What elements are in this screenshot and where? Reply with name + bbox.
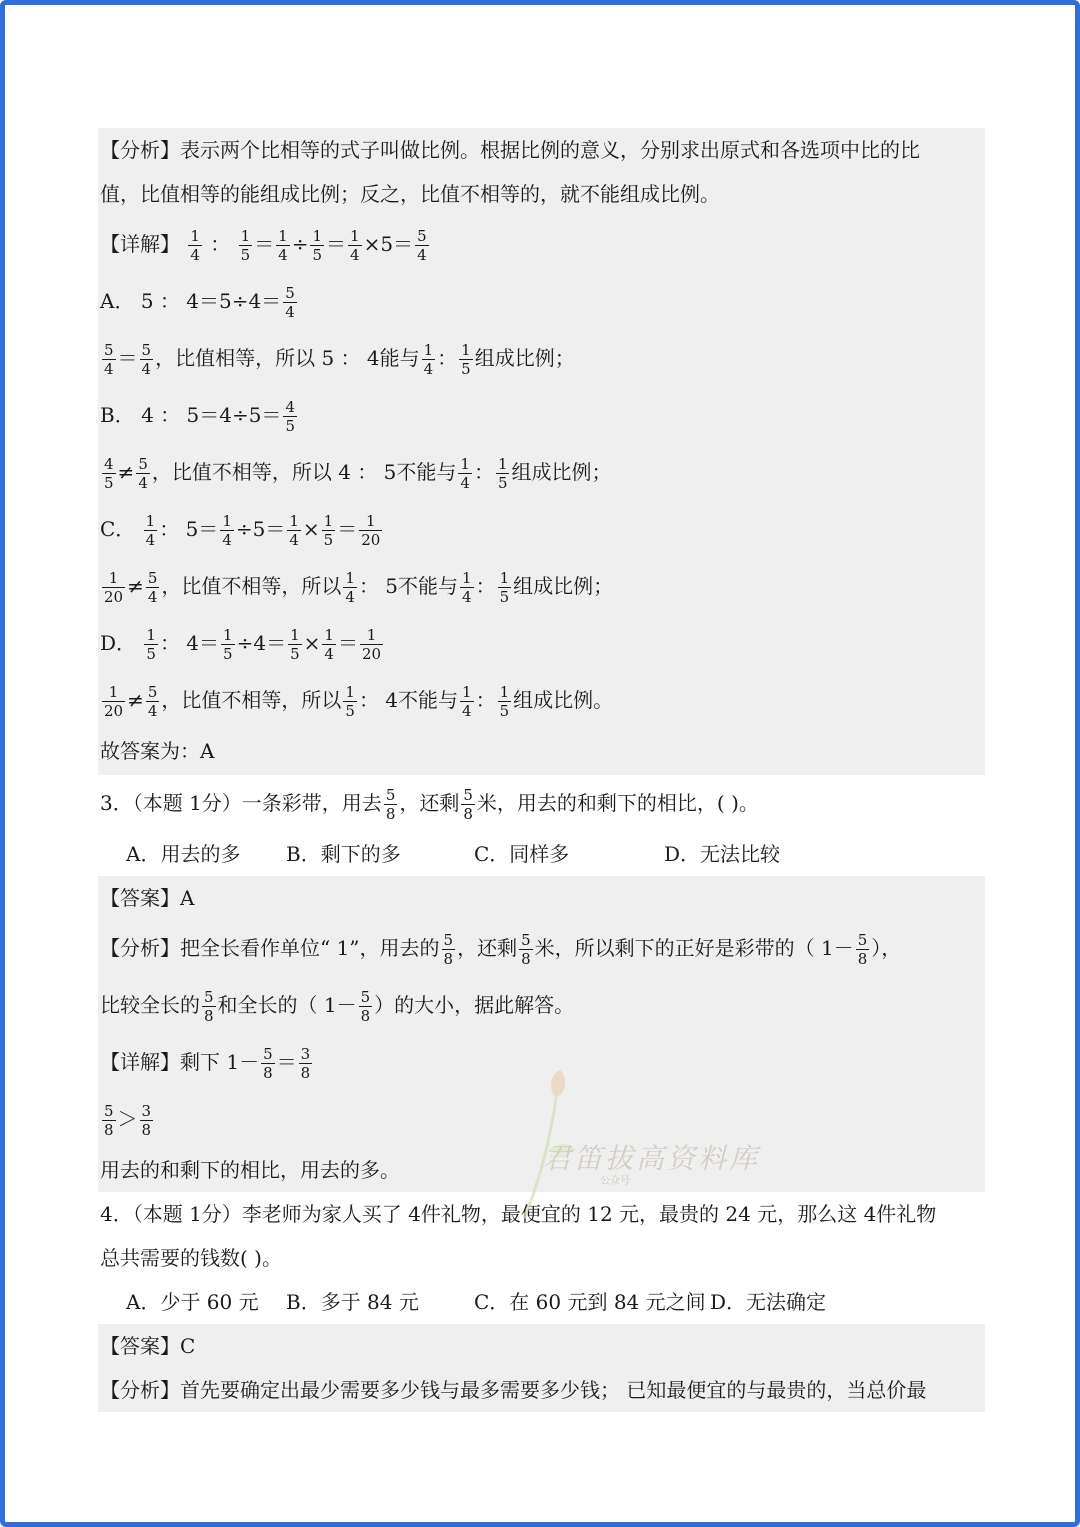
answer-line: 【答案】A [100, 886, 195, 910]
option-c-line: C． $\frac{1}{4}$ ： 5＝ $\frac{1}{4}$ ÷5＝ $\frac{1}{4}$ × $\frac{1}{5}$ ＝ $\frac{1}{20}$ [100, 512, 381, 549]
watermark-text: 君笛拔高资料库 [543, 1142, 761, 1175]
fraction: $\frac{1}{5}$ [499, 683, 510, 720]
fraction: $\frac{1}{20}$ [361, 512, 381, 549]
analysis-line: 【分析】首先要确定出最少需要多少钱与最多需要多少钱； 已知最便宜的与最贵的，当总价最 [100, 1378, 927, 1402]
question-3-stem: 3．（本题 1分）一条彩带，用去 $\frac{5}{8}$ ，还剩 $\frac{5}{8}$ 米，用去的和剩下的相比，( )。 [100, 786, 759, 823]
fraction: $\frac{1}{5}$ [461, 341, 471, 378]
fraction: $\frac{5}{4}$ [138, 455, 148, 492]
fraction: $\frac{1}{5}$ [345, 683, 355, 720]
fraction: $\frac{5}{8}$ [443, 931, 454, 968]
conclusion-line: 用去的和剩下的相比，用去的多。 [100, 1158, 400, 1182]
fraction: $\frac{1}{4}$ [350, 227, 360, 264]
fraction: $\frac{5}{8}$ [263, 1045, 273, 1082]
fraction: $\frac{1}{5}$ [312, 227, 323, 264]
answer-line: 【答案】C [100, 1334, 196, 1358]
analysis-line: 【分析】表示两个比相等的式子叫做比例。根据比例的意义，分别求出原式和各选项中比的比 [100, 138, 920, 162]
fraction: $\frac{3}{8}$ [300, 1045, 311, 1082]
solution-block-q2 [98, 128, 985, 775]
watermark-subtext: 公众号 [600, 1176, 630, 1187]
fraction: $\frac{1}{5}$ [290, 626, 300, 663]
option-d[interactable]: D．无法比较 [664, 842, 781, 866]
analysis-line: 【分析】把全长看作单位“ 1”，用去的 $\frac{5}{8}$ ，还剩 $\frac{5}{8}$ 米，所以剩下的正好是彩带的（ 1－ $\frac{5}{8}$ ）， [100, 931, 902, 968]
fraction: $\frac{1}{4}$ [145, 512, 156, 549]
option-c[interactable]: C．同样多 [474, 842, 570, 866]
fraction: $\frac{5}{4}$ [417, 227, 427, 264]
option-b-line: B． 4 ： 5＝4÷5＝ $\frac{4}{5}$ [100, 398, 295, 435]
detail-line: 【详解】 $\frac{1}{4}$ ： $\frac{1}{5}$ ＝ $\frac{1}{4}$ ÷ $\frac{1}{5}$ ＝ $\frac{1}{4}$ ×5＝ $\frac{5}{4}$ [100, 227, 427, 264]
fraction: $\frac{5}{8}$ [385, 786, 396, 823]
question-3-options [98, 832, 985, 876]
fraction: $\frac{1}{4}$ [423, 341, 434, 378]
option-b[interactable]: B．剩下的多 [286, 842, 401, 866]
option-c[interactable]: C．在 60 元到 84 元之间 [474, 1290, 706, 1314]
option-a[interactable]: A．少于 60 元 [126, 1290, 259, 1314]
fraction: $\frac{5}{8}$ [857, 931, 868, 968]
fraction: $\frac{5}{4}$ [285, 284, 295, 321]
fraction: $\frac{1}{4}$ [460, 455, 470, 492]
fraction: $\frac{4}{5}$ [104, 455, 114, 492]
fraction: $\frac{1}{4}$ [278, 227, 288, 264]
analysis-line: 比较全长的 $\frac{5}{8}$ 和全长的（ 1－ $\frac{5}{8}$ ）的大小，据此解答。 [100, 988, 575, 1025]
fraction: $\frac{1}{5}$ [240, 227, 251, 264]
fraction: $\frac{5}{4}$ [147, 569, 158, 606]
fraction: $\frac{5}{8}$ [204, 988, 214, 1025]
answer-line: 故答案为：A [100, 739, 215, 763]
fraction: $\frac{5}{8}$ [463, 786, 473, 823]
detail-label: 【详解】 [100, 232, 180, 256]
analysis-line: 值，比值相等的能组成比例；反之，比值不相等的，就不能组成比例。 [100, 182, 720, 206]
fraction: $\frac{5}{8}$ [104, 1102, 114, 1139]
fraction: $\frac{1}{5}$ [146, 626, 156, 663]
fraction: $\frac{1}{20}$ [104, 683, 124, 720]
fraction: $\frac{1}{4}$ [190, 227, 200, 264]
question-4-stem: 总共需要的钱数( )。 [100, 1246, 282, 1270]
option-d[interactable]: D．无法确定 [710, 1290, 827, 1314]
option-a-compare: $\frac{5}{4}$ ＝ $\frac{5}{4}$ ，比值相等，所以 5 ： 4能与 $\frac{1}{4}$ ： $\frac{1}{5}$ 组成比例； [104, 341, 575, 378]
fraction: $\frac{3}{8}$ [141, 1102, 152, 1139]
fraction: $\frac{1}{4}$ [324, 626, 334, 663]
fraction: $\frac{1}{5}$ [499, 569, 510, 606]
fraction: $\frac{1}{4}$ [462, 683, 472, 720]
option-d-line: D． $\frac{1}{5}$ ： 4＝ $\frac{1}{5}$ ÷4＝ $\frac{1}{5}$ × $\frac{1}{4}$ ＝ $\frac{1}{20}$ [100, 626, 382, 663]
question-4-options [98, 1280, 985, 1324]
fraction: $\frac{5}{4}$ [104, 341, 114, 378]
fraction: $\frac{1}{20}$ [361, 626, 382, 663]
question-4-stem: 4．（本题 1分）李老师为家人买了 4件礼物，最便宜的 12 元，最贵的 24 元，那么这 4件礼物 [100, 1202, 937, 1226]
compare-line: $\frac{5}{8}$ ＞ $\frac{3}{8}$ [104, 1102, 152, 1139]
fraction: $\frac{1}{4}$ [345, 569, 355, 606]
fraction: $\frac{1}{4}$ [462, 569, 472, 606]
option-a-line: A． 5 ： 4＝5÷4＝ $\frac{5}{4}$ [100, 284, 295, 321]
fraction: $\frac{1}{5}$ [323, 512, 334, 549]
fraction: $\frac{1}{4}$ [289, 512, 299, 549]
fraction: $\frac{1}{20}$ [104, 569, 124, 606]
fraction: $\frac{5}{8}$ [360, 988, 371, 1025]
fraction: $\frac{1}{4}$ [222, 512, 232, 549]
fraction: $\frac{4}{5}$ [285, 398, 295, 435]
detail-line: 【详解】剩下 1－ $\frac{5}{8}$ ＝ $\frac{3}{8}$ [100, 1045, 311, 1082]
option-c-compare: $\frac{1}{20}$ ≠ $\frac{5}{4}$ ，比值不相等，所以 $\frac{1}{4}$ ： 5不能与 $\frac{1}{4}$ ： $\frac{1}{5}$ 组成比例； [104, 569, 614, 606]
option-a[interactable]: A．用去的多 [126, 842, 241, 866]
solution-block-q4 [98, 1324, 985, 1412]
fraction: $\frac{5}{4}$ [147, 683, 158, 720]
fraction: $\frac{5}{4}$ [141, 341, 152, 378]
fraction: $\frac{1}{5}$ [223, 626, 233, 663]
option-b[interactable]: B．多于 84 元 [286, 1290, 419, 1314]
option-d-compare: $\frac{1}{20}$ ≠ $\frac{5}{4}$ ，比值不相等，所以 $\frac{1}{5}$ ： 4不能与 $\frac{1}{4}$ ： $\frac{1}{5}$ 组成比例。 [104, 683, 614, 720]
option-b-compare: $\frac{4}{5}$ ≠ $\frac{5}{4}$ ，比值不相等，所以 4 ： 5不能与 $\frac{1}{4}$ ： $\frac{1}{5}$ 组成比例； [104, 455, 612, 492]
fraction: $\frac{1}{5}$ [497, 455, 508, 492]
fraction: $\frac{5}{8}$ [521, 931, 531, 968]
